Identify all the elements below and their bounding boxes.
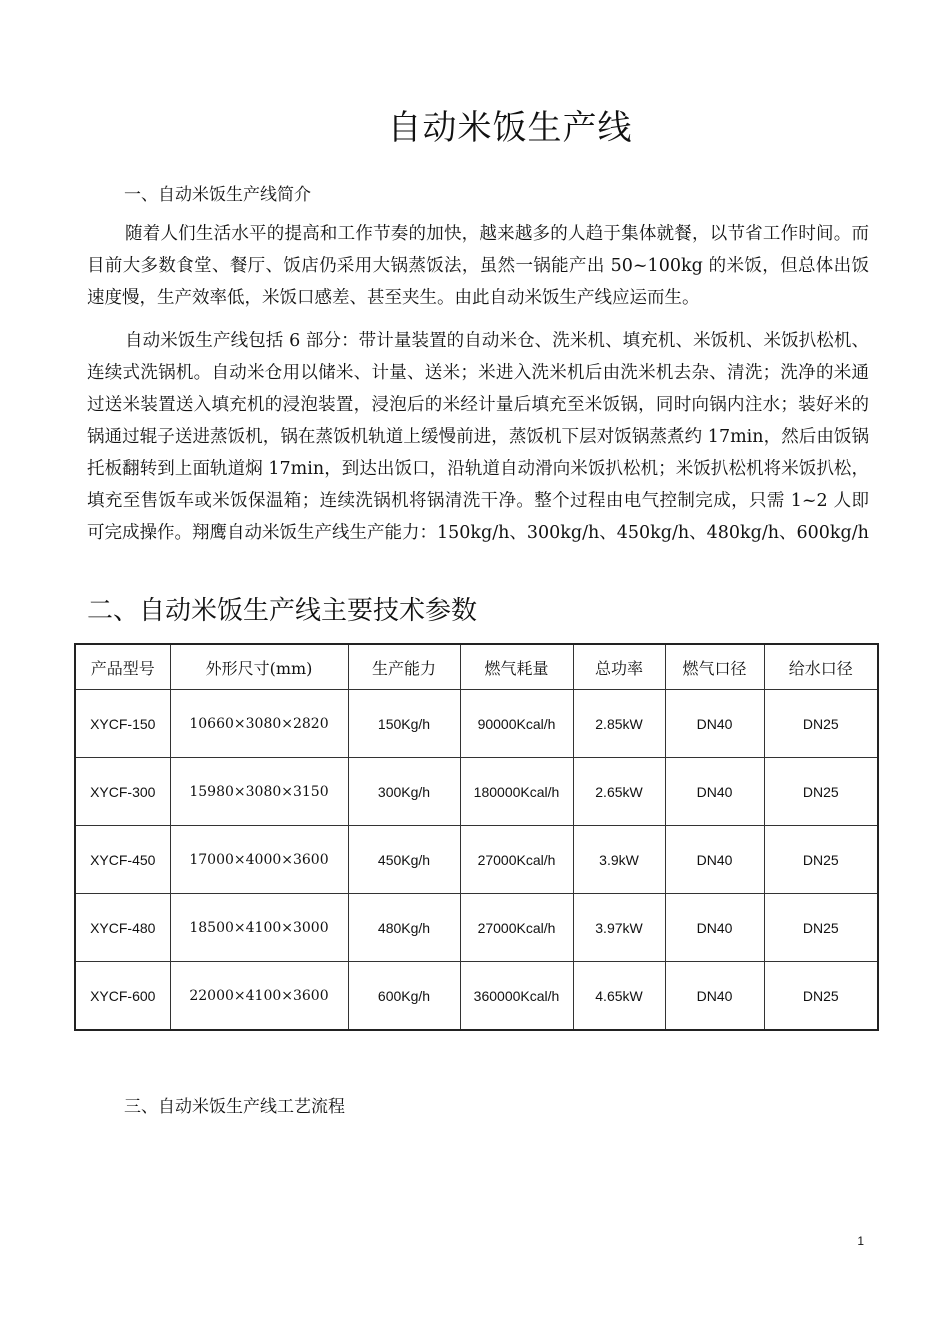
model-cell: XYCF-480 [75,894,170,962]
gas-inlet-cell: DN40 [665,826,764,894]
table-row [75,962,878,1031]
water-inlet-cell: DN25 [764,894,878,962]
power-cell: 2.65kW [573,758,665,826]
table-row [75,894,878,962]
capacity-cell: 600Kg/h [348,962,460,1031]
gas-inlet-cell: DN40 [665,962,764,1031]
intro-paragraph-2: 自动米饭生产线包括 6 部分：带计量装置的自动米仓、洗米机、填充机、米饭机、米饭扒松机、连续式洗锅机。自动米仓用以储米、计量、送米；米进入洗米机后由洗米机去杂、清洗；洗净的米通过送米装置送入填充机的浸泡装置，浸泡后的米经计量后填充至米饭锅，同时向锅内注水；装好米的锅通过辊子送进蒸饭机，锅在蒸饭机轨道上缓慢前进，蒸饭机下层对饭锅蒸煮约 17min，然后由饭锅托板翻转到上面轨道焖 17min，到达出饭口，沿轨道自动滑向米饭扒松机；米饭扒松机将米饭扒松，填充至售饭车或米饭保温箱；连续洗锅机将锅清洗干净。整个过程由电气控制完成，只需 1~2 人即可完成操作。翔鹰自动米饭生产线生产能力：150kg/h、300kg/h、450kg/h、480kg/h、600kg/h [87,331,869,543]
dimension-cell: 17000×4000×3600 [170,826,348,894]
gas-inlet-cell: DN40 [665,690,764,758]
table-row [75,826,878,894]
capacity-cell: 450Kg/h [348,826,460,894]
column-header: 给水口径 [764,644,878,690]
power-cell: 2.85kW [573,690,665,758]
model-cell: XYCF-300 [75,758,170,826]
gas-consumption-cell: 27000Kcal/h [460,826,573,894]
column-header: 总功率 [573,644,665,690]
section-3-heading: 三、自动米饭生产线工艺流程 [124,1097,345,1117]
page-number: 1 [857,1234,864,1248]
column-header: 燃气口径 [665,644,764,690]
model-cell: XYCF-450 [75,826,170,894]
spec-table [74,643,879,1031]
capacity-cell: 300Kg/h [348,758,460,826]
power-cell: 3.97kW [573,894,665,962]
intro-paragraph-1: 随着人们生活水平的提高和工作节奏的加快，越来越多的人趋于集体就餐，以节省工作时间。而目前大多数食堂、餐厅、饭店仍采用大锅蒸饭法，虽然一锅能产出 50~100kg 的米饭，但总体出饭速度慢，生产效率低，米饭口感差、甚至夹生。由此自动米饭生产线应运而生。 [87,224,869,308]
document-title: 自动米饭生产线 [387,108,633,148]
column-header: 外形尺寸(mm) [170,644,348,690]
dimension-cell: 10660×3080×2820 [170,690,348,758]
capacity-cell: 150Kg/h [348,690,460,758]
model-cell: XYCF-150 [75,690,170,758]
column-header: 产品型号 [75,644,170,690]
column-header: 燃气耗量 [460,644,573,690]
section-1-heading: 一、自动米饭生产线简介 [124,185,311,205]
table-row [75,758,878,826]
model-cell: XYCF-600 [75,962,170,1031]
dimension-cell: 22000×4100×3600 [170,962,348,1031]
gas-inlet-cell: DN40 [665,894,764,962]
gas-consumption-cell: 360000Kcal/h [460,962,573,1031]
power-cell: 3.9kW [573,826,665,894]
dimension-cell: 18500×4100×3000 [170,894,348,962]
table-header-row [75,644,878,690]
dimension-cell: 15980×3080×3150 [170,758,348,826]
water-inlet-cell: DN25 [764,758,878,826]
capacity-cell: 480Kg/h [348,894,460,962]
gas-consumption-cell: 180000Kcal/h [460,758,573,826]
water-inlet-cell: DN25 [764,962,878,1031]
water-inlet-cell: DN25 [764,826,878,894]
section-2-heading: 二、自动米饭生产线主要技术参数 [87,596,478,626]
column-header: 生产能力 [348,644,460,690]
gas-consumption-cell: 90000Kcal/h [460,690,573,758]
table-row [75,690,878,758]
gas-inlet-cell: DN40 [665,758,764,826]
power-cell: 4.65kW [573,962,665,1031]
gas-consumption-cell: 27000Kcal/h [460,894,573,962]
water-inlet-cell: DN25 [764,690,878,758]
